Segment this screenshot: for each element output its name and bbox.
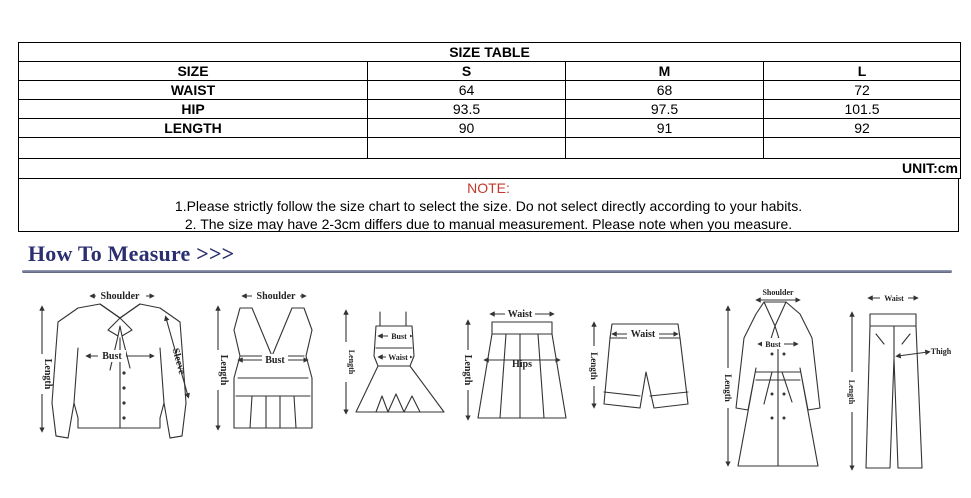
note-line-1: 1.Please strictly follow the size chart to select the size. Do not select directly according to your habits.: [174, 198, 803, 214]
table-cell: 97.5: [566, 100, 764, 119]
length-label: Length: [218, 354, 229, 386]
table-title-row: [19, 43, 961, 62]
title-divider: [22, 270, 952, 273]
table-row: [19, 81, 961, 100]
coat-figure: [736, 302, 820, 466]
note-line-2: 2. The size may have 2-3cm differs due to manual measurement. Please note when you measure.: [184, 216, 793, 232]
tank-top-figure: [234, 308, 312, 428]
table-cell: 68: [566, 81, 764, 100]
blouse-figure: [52, 304, 186, 438]
unit-row: [19, 159, 961, 179]
note-box: [18, 178, 959, 232]
length-label: Length: [589, 352, 599, 380]
shoulder-label: Shoulder: [256, 291, 296, 302]
sleeve-label: Sleeve: [169, 347, 188, 376]
shoulder-label: Shoulder: [100, 291, 140, 302]
blouse-buttons: [122, 356, 125, 419]
waist-label: Waist: [884, 294, 904, 303]
shoulder-label: Shoulder: [762, 288, 794, 297]
table-cell: 92: [764, 119, 961, 138]
length-label: Length: [847, 379, 856, 405]
pants-figure: [866, 314, 922, 468]
size-table: [18, 42, 961, 179]
hips-label: Hips: [511, 359, 533, 370]
row-label: LENGTH: [19, 119, 368, 138]
bust-label: Bust: [265, 355, 285, 366]
length-label: Length: [723, 374, 733, 402]
waist-label: Waist: [388, 353, 408, 362]
waist-label: Waist: [507, 309, 533, 320]
table-row: [19, 100, 961, 119]
table-header-row: [19, 62, 961, 81]
length-label: Length: [42, 358, 53, 390]
header-cell: M: [566, 62, 764, 81]
unit-label: UNIT:cm: [19, 159, 961, 179]
thigh-label: Thigh: [930, 347, 952, 356]
table-title: SIZE TABLE: [19, 43, 961, 62]
skirt-figure: [478, 322, 566, 418]
bust-label: Bust: [765, 340, 781, 349]
empty-cell: [19, 138, 368, 159]
row-label: WAIST: [19, 81, 368, 100]
empty-row: [19, 138, 961, 159]
empty-cell: [368, 138, 566, 159]
table-cell: 91: [566, 119, 764, 138]
table-cell: 101.5: [764, 100, 961, 119]
table-cell: 72: [764, 81, 961, 100]
header-cell: L: [764, 62, 961, 81]
empty-cell: [764, 138, 961, 159]
header-cell: S: [368, 62, 566, 81]
row-label: HIP: [19, 100, 368, 119]
table-cell: 93.5: [368, 100, 566, 119]
length-label: Length: [462, 354, 473, 386]
header-cell: SIZE: [19, 62, 368, 81]
empty-cell: [566, 138, 764, 159]
bust-label: Bust: [102, 351, 122, 362]
how-to-measure-title: How To Measure >>>: [28, 241, 235, 266]
note-title: NOTE:: [467, 180, 510, 196]
table-row: [19, 119, 961, 138]
waist-label: Waist: [630, 329, 656, 340]
table-cell: 90: [368, 119, 566, 138]
bust-label: Bust: [391, 332, 407, 341]
length-label: Length: [347, 349, 356, 375]
measure-figures: [0, 278, 971, 493]
table-cell: 64: [368, 81, 566, 100]
